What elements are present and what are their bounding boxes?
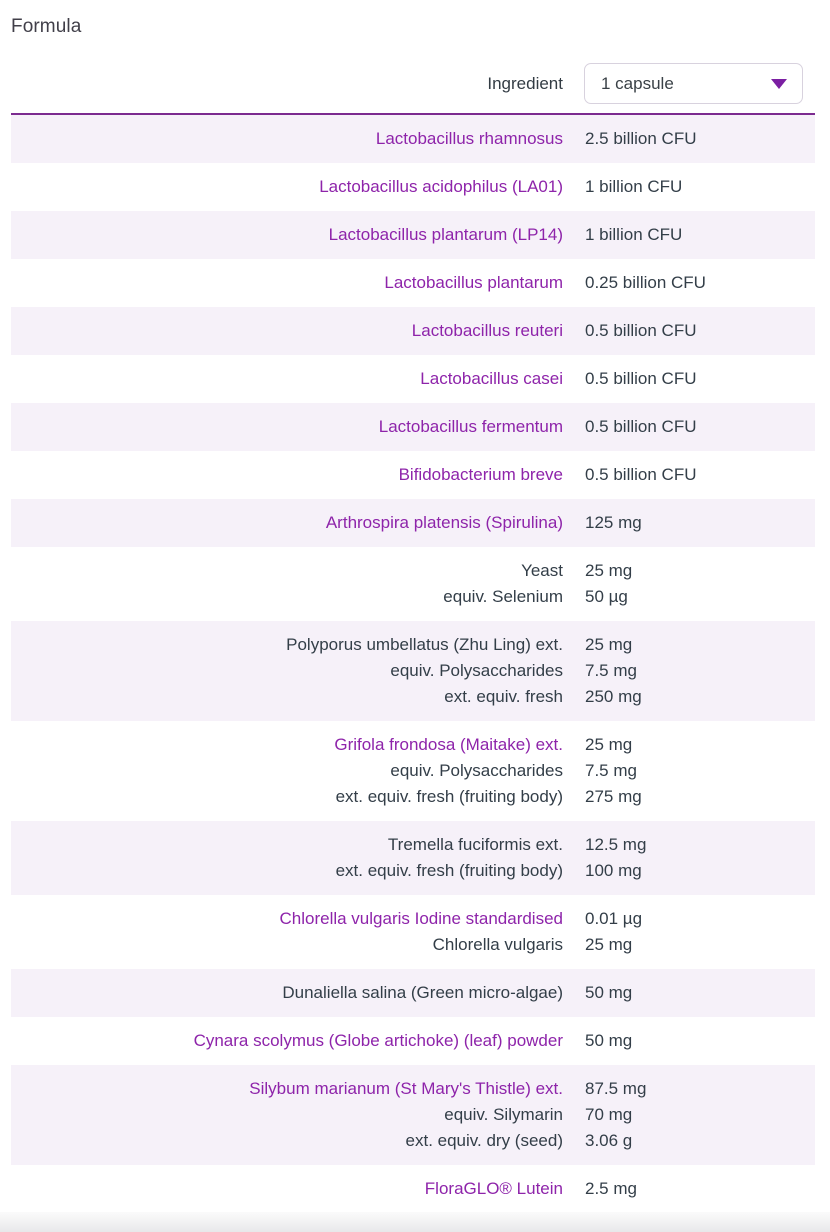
amount-value: 25 mg — [585, 561, 633, 580]
amount-column — [563, 832, 815, 884]
table-row — [11, 969, 815, 1017]
ingredient-link[interactable]: Lactobacillus acidophilus (LA01) — [319, 177, 563, 196]
table-row — [11, 211, 815, 259]
name-column — [11, 906, 563, 958]
amount-column — [563, 1028, 815, 1054]
bottom-fade — [0, 1212, 830, 1232]
table-row — [11, 895, 815, 969]
table-row — [11, 163, 815, 211]
ingredient-column-header: Ingredient — [487, 73, 563, 93]
table-row — [11, 451, 815, 499]
amount-column — [563, 174, 815, 200]
ingredient-link[interactable]: Silybum marianum (St Mary's Thistle) ext. — [249, 1079, 563, 1098]
amount-value: 0.5 billion CFU — [585, 417, 697, 436]
amount-value: 125 mg — [585, 513, 642, 532]
name-column — [11, 632, 563, 710]
serving-size-select[interactable] — [584, 63, 803, 104]
ingredient-link[interactable]: Arthrospira platensis (Spirulina) — [325, 513, 563, 532]
serving-header-cell — [563, 63, 815, 104]
triangle-down-icon — [771, 79, 787, 89]
formula-table — [11, 115, 815, 1213]
name-column — [11, 366, 563, 392]
name-column — [11, 270, 563, 296]
amount-value: 87.5 mg — [585, 1079, 647, 1098]
amount-value: 250 mg — [585, 687, 642, 706]
ingredient-name: Dunaliella salina (Green micro-algae) — [282, 983, 563, 1002]
amount-value: 100 mg — [585, 861, 642, 880]
amount-value: 25 mg — [585, 935, 633, 954]
amount-column — [563, 558, 815, 610]
name-column — [11, 980, 563, 1006]
amount-column — [563, 462, 815, 488]
name-column — [11, 174, 563, 200]
amount-value: 2.5 billion CFU — [585, 129, 697, 148]
amount-value: 275 mg — [585, 787, 642, 806]
name-column — [11, 558, 563, 610]
amount-column — [563, 222, 815, 248]
name-column — [11, 414, 563, 440]
table-row — [11, 821, 815, 895]
ingredient-name: ext. equiv. fresh — [444, 687, 563, 706]
amount-value: 0.25 billion CFU — [585, 273, 706, 292]
name-column — [11, 1076, 563, 1154]
table-row — [11, 499, 815, 547]
amount-value: 25 mg — [585, 735, 633, 754]
amount-value: 7.5 mg — [585, 661, 637, 680]
table-row — [11, 1165, 815, 1213]
name-column — [11, 832, 563, 884]
table-row — [11, 115, 815, 163]
amount-column — [563, 980, 815, 1006]
ingredient-link[interactable]: Cynara scolymus (Globe artichoke) (leaf) powder — [193, 1031, 563, 1050]
name-column — [11, 462, 563, 488]
amount-column — [563, 366, 815, 392]
page-title: Formula — [11, 16, 82, 37]
amount-value: 0.5 billion CFU — [585, 369, 697, 388]
amount-column — [563, 906, 815, 958]
ingredient-link[interactable]: Lactobacillus rhamnosus — [375, 129, 563, 148]
ingredient-link[interactable]: Grifola frondosa (Maitake) ext. — [334, 735, 563, 754]
amount-column — [563, 126, 815, 152]
ingredient-name: ext. equiv. fresh (fruiting body) — [335, 861, 563, 880]
amount-value: 0.5 billion CFU — [585, 465, 697, 484]
amount-column — [563, 732, 815, 810]
serving-size-value: 1 capsule — [601, 73, 674, 93]
amount-value: 3.06 g — [585, 1131, 633, 1150]
table-row — [11, 403, 815, 451]
table-row — [11, 621, 815, 721]
amount-value: 0.5 billion CFU — [585, 321, 697, 340]
table-row — [11, 355, 815, 403]
amount-value: 1 billion CFU — [585, 177, 683, 196]
amount-value: 50 mg — [585, 983, 633, 1002]
ingredient-link[interactable]: Bifidobacterium breve — [398, 465, 563, 484]
ingredient-link[interactable]: FloraGLO® Lutein — [424, 1179, 563, 1198]
ingredient-name: equiv. Selenium — [443, 587, 563, 606]
amount-column — [563, 1076, 815, 1154]
amount-column — [563, 270, 815, 296]
amount-value: 2.5 mg — [585, 1179, 637, 1198]
table-row — [11, 1017, 815, 1065]
ingredient-link[interactable]: Chlorella vulgaris Iodine standardised — [279, 909, 563, 928]
amount-value: 7.5 mg — [585, 761, 637, 780]
amount-column — [563, 632, 815, 710]
name-column — [11, 732, 563, 810]
ingredient-link[interactable]: Lactobacillus plantarum — [384, 273, 563, 292]
name-column — [11, 126, 563, 152]
amount-column — [563, 318, 815, 344]
table-row — [11, 259, 815, 307]
name-column — [11, 1176, 563, 1202]
amount-column — [563, 414, 815, 440]
ingredient-name: ext. equiv. fresh (fruiting body) — [335, 787, 563, 806]
table-row — [11, 307, 815, 355]
ingredient-name: equiv. Silymarin — [444, 1105, 563, 1124]
ingredient-name: Chlorella vulgaris — [432, 935, 563, 954]
ingredient-name: equiv. Polysaccharides — [390, 761, 563, 780]
amount-column — [563, 1176, 815, 1202]
amount-value: 50 mg — [585, 1031, 633, 1050]
ingredient-link[interactable]: Lactobacillus casei — [420, 369, 563, 388]
ingredient-name: ext. equiv. dry (seed) — [405, 1131, 563, 1150]
ingredient-link[interactable]: Lactobacillus plantarum (LP14) — [328, 225, 563, 244]
amount-value: 70 mg — [585, 1105, 633, 1124]
amount-value: 0.01 µg — [585, 909, 643, 928]
name-column — [11, 318, 563, 344]
name-column — [11, 222, 563, 248]
table-row — [11, 721, 815, 821]
amount-value: 25 mg — [585, 635, 633, 654]
name-column — [11, 1028, 563, 1054]
table-row — [11, 547, 815, 621]
amount-value: 12.5 mg — [585, 835, 647, 854]
ingredient-name: Tremella fuciformis ext. — [387, 835, 563, 854]
table-header — [11, 63, 815, 104]
amount-value: 1 billion CFU — [585, 225, 683, 244]
amount-column — [563, 510, 815, 536]
table-row — [11, 1065, 815, 1165]
ingredient-name: Yeast — [521, 561, 563, 580]
amount-value: 50 µg — [585, 587, 628, 606]
name-column — [11, 510, 563, 536]
ingredient-name: equiv. Polysaccharides — [390, 661, 563, 680]
ingredient-name: Polyporus umbellatus (Zhu Ling) ext. — [286, 635, 563, 654]
ingredient-link[interactable]: Lactobacillus fermentum — [378, 417, 563, 436]
ingredient-link[interactable]: Lactobacillus reuteri — [411, 321, 563, 340]
